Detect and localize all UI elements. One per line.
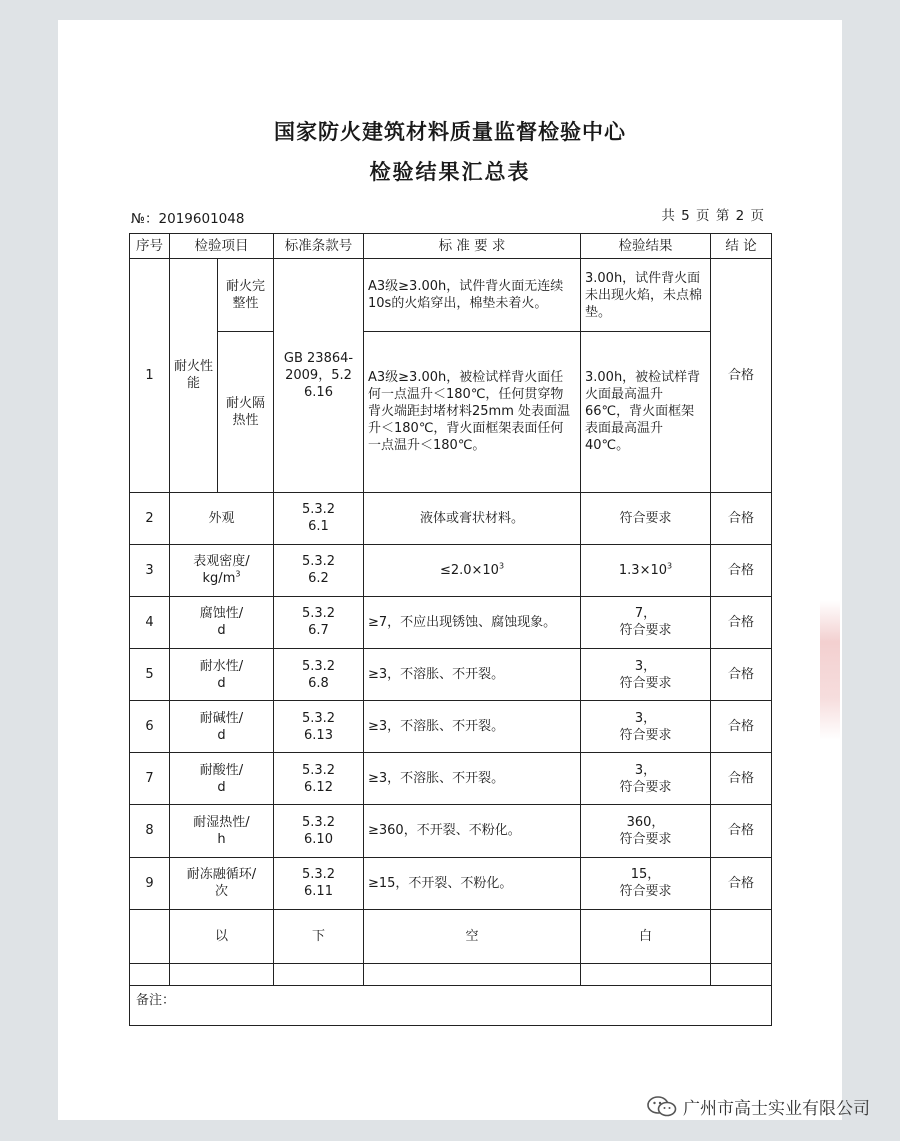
cell-conclusion: 合格 <box>711 544 772 596</box>
clause-line: 6.13 <box>304 727 333 743</box>
table-row <box>130 649 772 701</box>
result-text: 符合要求 <box>619 831 672 847</box>
stamp-edge <box>820 600 840 740</box>
cell-result: 3.00h，试件背火面未出现火焰，未点棉垫。 <box>581 259 711 332</box>
item-text: 耐冻融循环/ <box>186 867 257 883</box>
document-title: 国家防火建筑材料质量监督检验中心 <box>274 120 626 144</box>
clause-line: 5.3.2 <box>301 867 336 883</box>
item-text: 耐水性/ <box>199 658 244 674</box>
cell-item <box>170 701 274 753</box>
item-text: 耐碱性/ <box>199 710 244 726</box>
blank-marker: 空 <box>364 909 581 963</box>
clause-line: 5.3.2 <box>301 502 336 518</box>
table-row-blank <box>130 909 772 963</box>
item-unit: d <box>217 675 226 691</box>
cell-empty <box>711 909 772 963</box>
cell-conclusion: 合格 <box>711 857 772 909</box>
item-unit: 次 <box>214 884 228 900</box>
cell-requirement: ≥3，不溶胀、不开裂。 <box>364 753 581 805</box>
clause-line: 5.3.2 <box>301 814 336 830</box>
cell-item <box>170 857 274 909</box>
cell-item <box>170 805 274 857</box>
report-number: №：2019601048 <box>131 211 245 227</box>
page-info: 共 5 页 第 2 页 <box>661 208 765 224</box>
item-text: 表观密度/ <box>193 554 250 570</box>
clause-line: 6.10 <box>304 831 333 847</box>
watermark-text: 广州市高士实业有限公司 <box>683 1099 870 1119</box>
result-value: 360， <box>626 814 665 830</box>
cell-clause <box>274 753 364 805</box>
blank-marker: 白 <box>581 909 711 963</box>
result-value: 15， <box>630 867 661 883</box>
cell-clause <box>274 596 364 648</box>
cell-result <box>581 753 711 805</box>
table-row <box>130 332 772 492</box>
cell-subitem: 耐火完整性 <box>218 259 274 332</box>
cell-result: 符合要求 <box>581 492 711 544</box>
item-unit: d <box>217 623 226 639</box>
item-unit: kg/m <box>202 571 236 587</box>
cell-clause <box>274 544 364 596</box>
cell-requirement: ≥360，不开裂、不粉化。 <box>364 805 581 857</box>
table-row <box>130 259 772 332</box>
table-row <box>130 805 772 857</box>
cell-seq: 3 <box>130 544 170 596</box>
cell-item <box>170 596 274 648</box>
clause-line: 5.3.2 <box>301 554 336 570</box>
clause-line: 5.3.2 <box>301 710 336 726</box>
document-subtitle: 检验结果汇总表 <box>369 160 531 184</box>
blank-marker: 以 <box>170 909 274 963</box>
cell-seq: 7 <box>130 753 170 805</box>
cell-requirement: 液体或膏状材料。 <box>364 492 581 544</box>
cell-seq: 2 <box>130 492 170 544</box>
result-text: 1.3×10 <box>618 562 667 578</box>
cell-result <box>581 805 711 857</box>
cell-empty <box>581 963 711 985</box>
cell-item <box>170 544 274 596</box>
result-value: 3， <box>634 762 657 778</box>
item-unit: h <box>217 831 226 847</box>
header-seq: 序号 <box>130 234 170 259</box>
cell-subitem: 耐火隔热性 <box>218 332 274 492</box>
table-row-empty <box>130 963 772 985</box>
table-row <box>130 544 772 596</box>
requirement-text: ≤2.0×10 <box>439 562 499 578</box>
cell-clause <box>274 857 364 909</box>
cell-requirement: ≥15，不开裂、不粉化。 <box>364 857 581 909</box>
cell-conclusion: 合格 <box>711 805 772 857</box>
results-table <box>129 233 772 1026</box>
clause-line: 6.12 <box>304 779 333 795</box>
header-requirement: 标 准 要 求 <box>364 234 581 259</box>
clause-line: 6.1 <box>308 519 329 535</box>
blank-marker: 下 <box>274 909 364 963</box>
item-unit: d <box>217 779 226 795</box>
superscript: 3 <box>498 561 505 571</box>
clause-line: 6.8 <box>308 675 329 691</box>
clause-line: 6.11 <box>304 884 333 900</box>
wechat-icon <box>647 1096 677 1118</box>
clause-line: 5.3.2 <box>301 606 336 622</box>
table-row <box>130 857 772 909</box>
cell-conclusion: 合格 <box>711 259 772 493</box>
cell-seq: 8 <box>130 805 170 857</box>
remark-label: 备注： <box>130 985 772 1025</box>
item-text: 耐酸性/ <box>199 762 244 778</box>
cell-result <box>581 857 711 909</box>
cell-seq: 5 <box>130 649 170 701</box>
cell-result <box>581 649 711 701</box>
cell-requirement: ≥3，不溶胀、不开裂。 <box>364 701 581 753</box>
cell-seq: 1 <box>130 259 170 493</box>
cell-requirement <box>364 544 581 596</box>
cell-conclusion: 合格 <box>711 492 772 544</box>
cell-seq: 6 <box>130 701 170 753</box>
clause-line: 6.7 <box>308 623 329 639</box>
cell-conclusion: 合格 <box>711 753 772 805</box>
superscript: 3 <box>235 569 241 579</box>
cell-empty <box>274 963 364 985</box>
cell-empty <box>170 963 274 985</box>
cell-seq: 4 <box>130 596 170 648</box>
item-text: 外观 <box>208 510 235 526</box>
remark-row <box>130 985 772 1025</box>
result-text: 符合要求 <box>619 779 672 795</box>
result-text: 符合要求 <box>619 884 672 900</box>
cell-clause <box>274 649 364 701</box>
cell-requirement: A3级≥3.00h，试件背火面无连续10s的火焰穿出，棉垫未着火。 <box>364 259 581 332</box>
cell-clause: GB 23864-2009，5.2 6.16 <box>274 259 364 493</box>
header-clause: 标准条款号 <box>274 234 364 259</box>
superscript: 3 <box>667 561 673 571</box>
cell-clause <box>274 492 364 544</box>
item-text: 耐湿热性/ <box>193 814 250 830</box>
cell-clause <box>274 805 364 857</box>
cell-conclusion: 合格 <box>711 596 772 648</box>
result-value: 3， <box>634 658 657 674</box>
cell-seq: 9 <box>130 857 170 909</box>
cell-result <box>581 544 711 596</box>
cell-requirement: A3级≥3.00h，被检试样背火面任何一点温升＜180℃，任何贯穿物背火端距封堵材料25mm 处表面温升＜180℃，背火面框架表面任何一点温升＜180℃。 <box>364 332 581 492</box>
result-text: 符合要求 <box>619 623 672 639</box>
header-conclusion: 结 论 <box>711 234 772 259</box>
table-row <box>130 596 772 648</box>
cell-requirement: ≥7，不应出现锈蚀、腐蚀现象。 <box>364 596 581 648</box>
cell-clause <box>274 701 364 753</box>
cell-conclusion: 合格 <box>711 649 772 701</box>
cell-empty <box>130 909 170 963</box>
cell-item-group: 耐火性能 <box>170 259 218 493</box>
clause-line: 5.3.2 <box>301 762 336 778</box>
cell-conclusion: 合格 <box>711 701 772 753</box>
table-row <box>130 753 772 805</box>
table-header-row <box>130 234 772 259</box>
result-text: 符合要求 <box>619 727 672 743</box>
cell-item <box>170 492 274 544</box>
result-text: 符合要求 <box>619 675 672 691</box>
cell-empty <box>711 963 772 985</box>
item-unit: d <box>217 727 226 743</box>
result-value: 3， <box>634 710 657 726</box>
cell-result <box>581 701 711 753</box>
cell-empty <box>364 963 581 985</box>
header-item: 检验项目 <box>170 234 274 259</box>
clause-line: 5.3.2 <box>301 658 336 674</box>
cell-result <box>581 596 711 648</box>
table-row <box>130 492 772 544</box>
cell-empty <box>130 963 170 985</box>
watermark <box>647 1094 870 1119</box>
result-value: 7， <box>634 606 657 622</box>
table-row <box>130 701 772 753</box>
cell-result: 3.00h，被检试样背火面最高温升66℃，背火面框架表面最高温升40℃。 <box>581 332 711 492</box>
cell-requirement: ≥3，不溶胀、不开裂。 <box>364 649 581 701</box>
clause-line: 6.2 <box>308 571 329 587</box>
cell-item <box>170 649 274 701</box>
item-text: 腐蚀性/ <box>199 606 244 622</box>
cell-item <box>170 753 274 805</box>
header-result: 检验结果 <box>581 234 711 259</box>
